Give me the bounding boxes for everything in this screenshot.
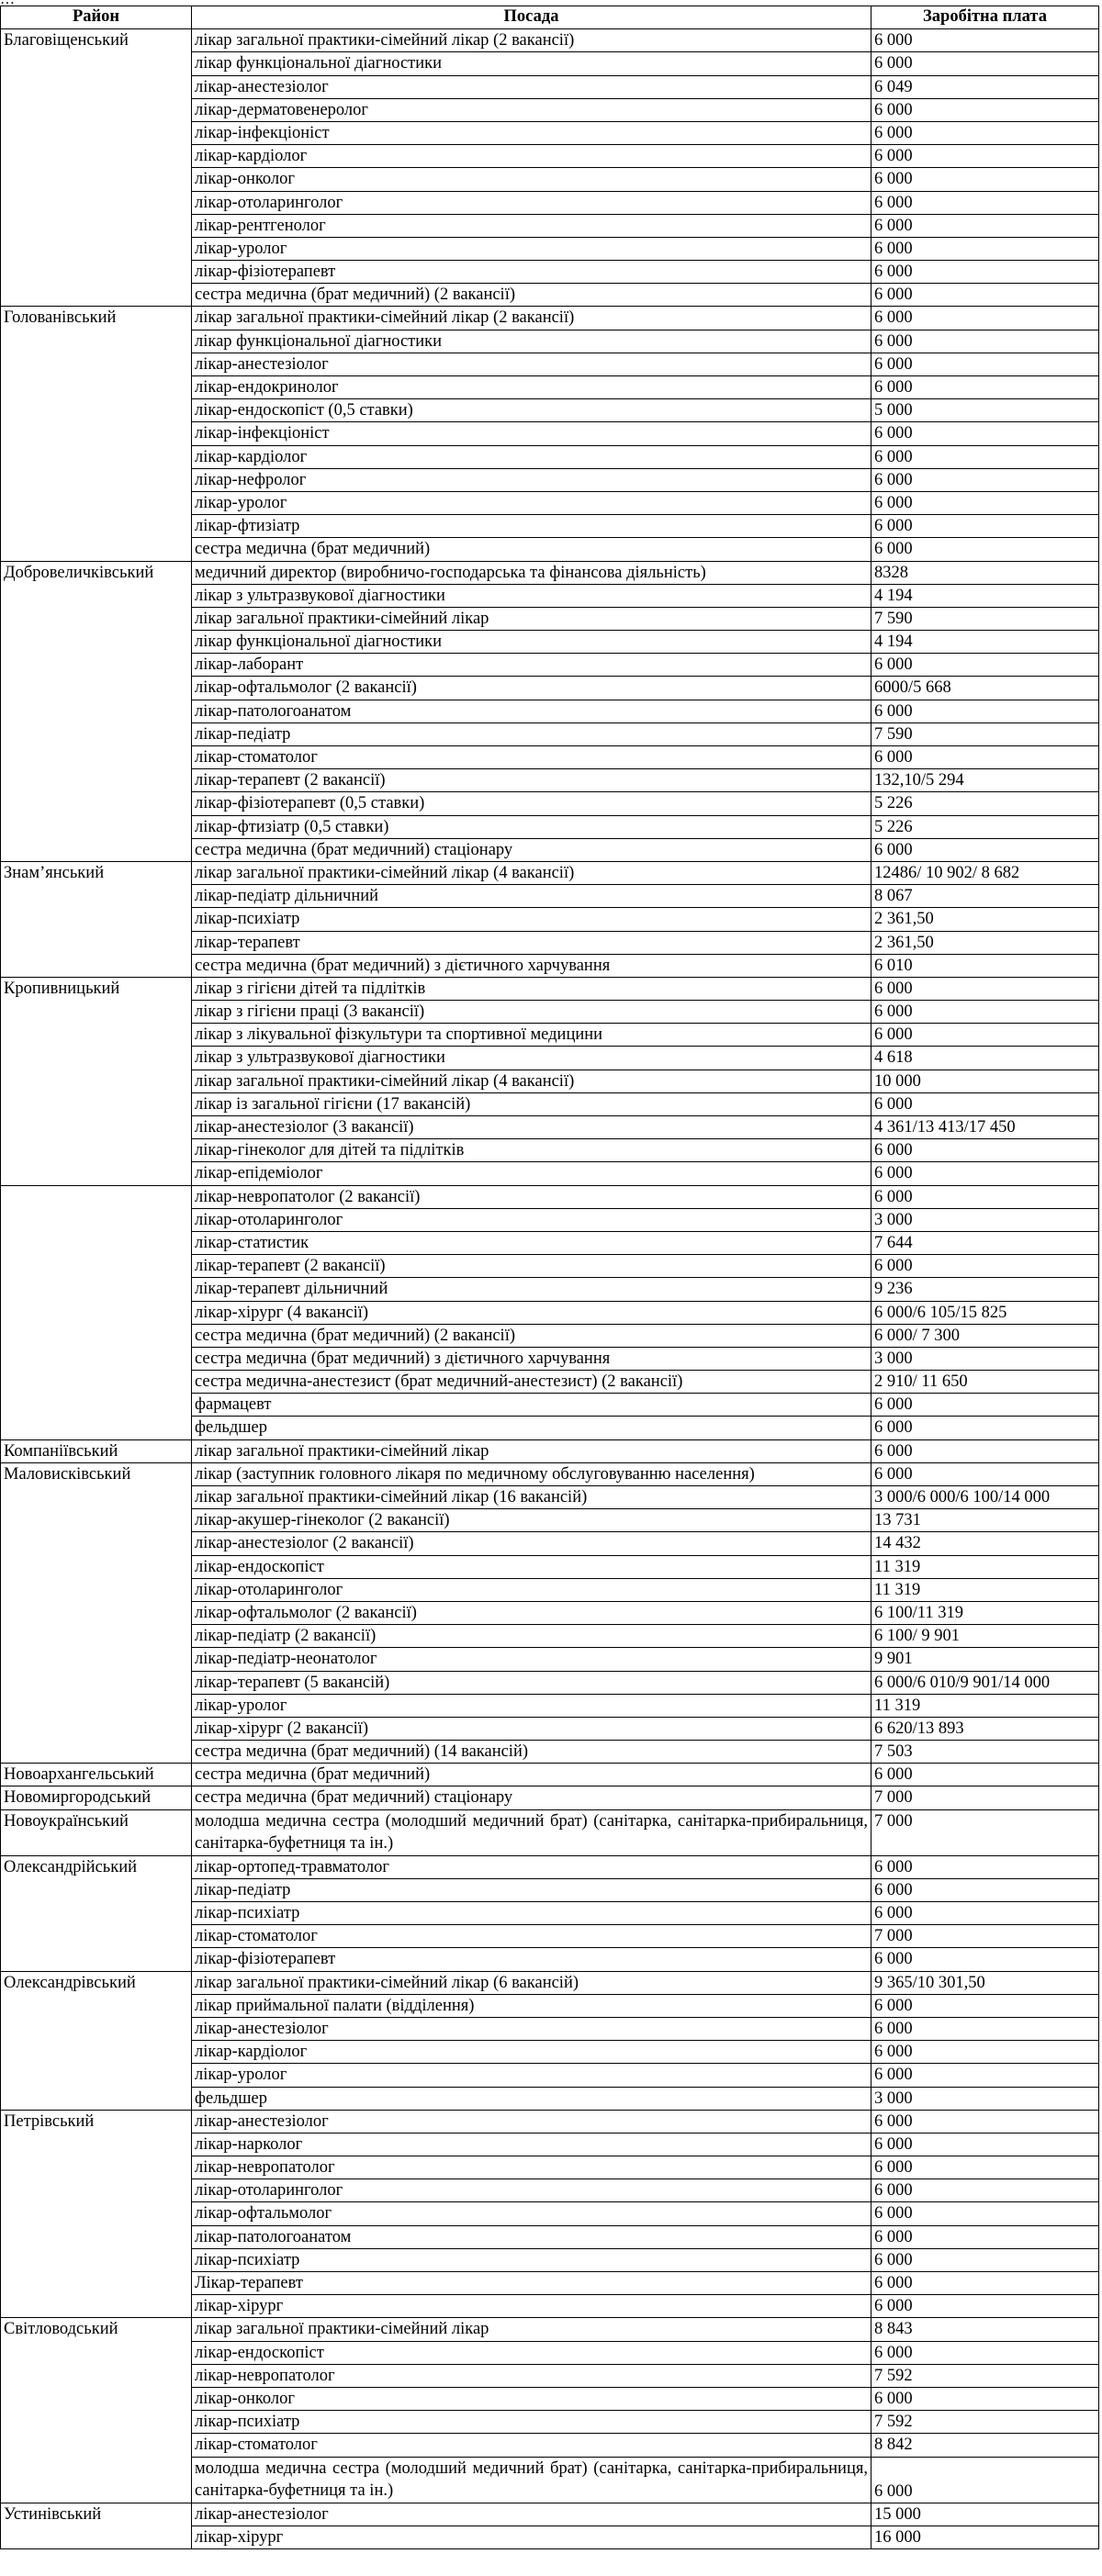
position-cell: лікар-стоматолог: [192, 746, 871, 769]
salary-cell: 8328: [871, 561, 1099, 584]
table-row: [1, 1185, 1099, 1208]
position-cell: лікар-ортопед-травматолог: [192, 1855, 871, 1878]
position-cell: лікар-нарколог: [192, 2133, 871, 2156]
salary-cell: 8 842: [871, 2434, 1099, 2457]
position-cell: лікар загальної практики-сімейний лікар (2 вакансії): [192, 307, 871, 330]
salary-cell: 6 000: [871, 376, 1099, 399]
salary-cell: 6 000: [871, 2295, 1099, 2318]
position-cell: сестра медична (брат медичний): [192, 1764, 871, 1786]
position-cell: лікар-онколог: [192, 2387, 871, 2410]
position-cell: лікар-терапевт (2 вакансії): [192, 1255, 871, 1278]
table-row: [1, 1439, 1099, 1462]
salary-cell: 14 432: [871, 1532, 1099, 1555]
salary-cell: 6 000: [871, 1417, 1099, 1439]
salary-cell: 7 590: [871, 607, 1099, 630]
salary-cell: 6 000: [871, 1878, 1099, 1901]
position-cell: лікар-гінеколог для дітей та підлітків: [192, 1139, 871, 1162]
table-row: [1, 861, 1099, 884]
position-cell: фельдшер: [192, 1417, 871, 1439]
position-cell: фармацевт: [192, 1394, 871, 1417]
position-cell: лікар-епідеміолог: [192, 1162, 871, 1185]
salary-cell: 15 000: [871, 2503, 1099, 2526]
position-cell: лікар-офтальмолог: [192, 2202, 871, 2225]
salary-cell: 6 000: [871, 1439, 1099, 1462]
position-cell: лікар загальної практики-сімейний лікар: [192, 2318, 871, 2341]
salary-cell: 6 000: [871, 2017, 1099, 2040]
header-salary: Заробітна плата: [871, 6, 1099, 29]
salary-cell: 7 000: [871, 1786, 1099, 1809]
position-cell: лікар-дерматовенеролог: [192, 98, 871, 121]
position-cell: лікар-лаборант: [192, 654, 871, 677]
salary-cell: 5 226: [871, 815, 1099, 838]
salary-cell: 6 000: [871, 445, 1099, 468]
salary-cell: 6 000/6 105/15 825: [871, 1301, 1099, 1324]
district-cell: Новоукраїнський: [1, 1809, 192, 1855]
salary-cell: 5 000: [871, 399, 1099, 422]
table-row: [1, 1764, 1099, 1786]
table-row: [1, 1462, 1099, 1485]
salary-cell: 6 000: [871, 2133, 1099, 2156]
table-row: [1, 29, 1099, 52]
salary-cell: 6 000: [871, 468, 1099, 491]
position-cell: лікар-анестезіолог: [192, 2110, 871, 2133]
salary-cell: 6 049: [871, 75, 1099, 98]
salary-cell: 6 000: [871, 1902, 1099, 1925]
header-district: Район: [1, 6, 192, 29]
salary-cell: 6 000: [871, 838, 1099, 861]
position-cell: лікар функціональної діагностики: [192, 330, 871, 353]
position-cell: лікар-психіатр: [192, 2411, 871, 2434]
salary-cell: 6 000: [871, 1948, 1099, 1971]
salary-cell: 6 010: [871, 954, 1099, 977]
position-cell: лікар (заступник головного лікаря по медичному обслуговуванню населення): [192, 1462, 871, 1485]
salary-cell: 2 361,50: [871, 931, 1099, 954]
position-cell: лікар-хірург: [192, 2295, 871, 2318]
table-row: [1, 977, 1099, 1000]
salary-cell: 11 319: [871, 1694, 1099, 1717]
salary-cell: 6 000: [871, 2457, 1099, 2503]
salary-cell: 6 000: [871, 145, 1099, 168]
position-cell: лікар-уролог: [192, 1694, 871, 1717]
salary-cell: 6 000: [871, 515, 1099, 538]
salary-cell: 7 000: [871, 1809, 1099, 1855]
position-cell: лікар-акушер-гінеколог (2 вакансії): [192, 1509, 871, 1532]
position-cell: лікар-хірург: [192, 2526, 871, 2548]
salary-cell: 6 000: [871, 1255, 1099, 1278]
position-cell: лікар-терапевт: [192, 931, 871, 954]
district-cell: Новомиргородський: [1, 1786, 192, 1809]
district-cell: Добровеличківський: [1, 561, 192, 861]
position-cell: лікар-патологоанатом: [192, 700, 871, 722]
district-cell: Знам’янський: [1, 861, 192, 977]
position-cell: лікар-психіатр: [192, 908, 871, 931]
salary-cell: 6 000: [871, 2202, 1099, 2225]
position-cell: лікар-педіатр: [192, 722, 871, 745]
position-cell: лікар-патологоанатом: [192, 2225, 871, 2248]
district-cell: Компаніївський: [1, 1439, 192, 1462]
position-cell: лікар-ендоскопіст (0,5 ставки): [192, 399, 871, 422]
position-cell: лікар-рентгенолог: [192, 214, 871, 237]
table-row: [1, 1809, 1099, 1855]
salary-cell: 13 731: [871, 1509, 1099, 1532]
district-cell: Маловисківський: [1, 1462, 192, 1763]
salary-cell: 6 000: [871, 2341, 1099, 2364]
position-cell: лікар-стоматолог: [192, 1925, 871, 1948]
position-cell: лікар-педіатр (2 вакансії): [192, 1625, 871, 1648]
salary-cell: 9 236: [871, 1278, 1099, 1301]
position-cell: лікар-кардіолог: [192, 445, 871, 468]
district-cell: [1, 1185, 192, 1439]
salary-cell: 6 000: [871, 977, 1099, 1000]
salary-cell: 6 000: [871, 2387, 1099, 2410]
position-cell: лікар-анестезіолог (3 вакансії): [192, 1116, 871, 1139]
position-cell: лікар із загальної гігієни (17 вакансій): [192, 1092, 871, 1115]
salary-cell: 9 365/10 301,50: [871, 1971, 1099, 1994]
salary-cell: 6 000: [871, 330, 1099, 353]
position-cell: лікар з ультразвукової діагностики: [192, 1047, 871, 1070]
position-cell: лікар-анестезіолог: [192, 75, 871, 98]
salary-cell: 7 592: [871, 2364, 1099, 2387]
position-cell: лікар-педіатр дільничний: [192, 885, 871, 908]
position-cell: лікар-невропатолог: [192, 2156, 871, 2179]
salary-cell: 11 319: [871, 1578, 1099, 1601]
district-cell: Кропивницький: [1, 977, 192, 1185]
salary-cell: 6 000: [871, 2225, 1099, 2248]
salary-cell: 7 590: [871, 722, 1099, 745]
position-cell: лікар загальної практики-сімейний лікар: [192, 607, 871, 630]
district-cell: Петрівський: [1, 2110, 192, 2318]
position-cell: медичний директор (виробничо-господарська та фінансова діяльність): [192, 561, 871, 584]
position-cell: лікар-ендокринолог: [192, 376, 871, 399]
position-cell: лікар-фтизіатр: [192, 515, 871, 538]
district-cell: Новоархангельський: [1, 1764, 192, 1786]
salary-cell: 6 000: [871, 52, 1099, 75]
salary-cell: 6 000: [871, 422, 1099, 445]
salary-cell: 6 000: [871, 1024, 1099, 1047]
salary-cell: 6 000: [871, 237, 1099, 260]
salary-cell: 3 000: [871, 1347, 1099, 1370]
salary-cell: 6 000: [871, 2248, 1099, 2271]
position-cell: лікар-фізіотерапевт: [192, 261, 871, 284]
position-cell: лікар-психіатр: [192, 2248, 871, 2271]
position-cell: лікар загальної практики-сімейний лікар: [192, 1439, 871, 1462]
position-cell: сестра медична (брат медичний) стаціонару: [192, 1786, 871, 1809]
header-position: Посада: [192, 6, 871, 29]
salary-cell: 6 000: [871, 1185, 1099, 1208]
position-cell: сестра медична-анестезист (брат медичний-анестезист) (2 вакансії): [192, 1371, 871, 1394]
position-cell: лікар-нефролог: [192, 468, 871, 491]
position-cell: лікар-уролог: [192, 2064, 871, 2087]
salary-cell: 6 000: [871, 746, 1099, 769]
position-cell: лікар з гігієни дітей та підлітків: [192, 977, 871, 1000]
position-cell: лікар-фізіотерапевт (0,5 ставки): [192, 792, 871, 815]
position-cell: лікар-кардіолог: [192, 145, 871, 168]
salary-cell: 5 226: [871, 792, 1099, 815]
position-cell: лікар-фізіотерапевт: [192, 1948, 871, 1971]
salary-cell: 6 000: [871, 2156, 1099, 2179]
salary-cell: 4 361/13 413/17 450: [871, 1116, 1099, 1139]
position-cell: фельдшер: [192, 2087, 871, 2110]
district-cell: Олександрівський: [1, 1971, 192, 2110]
district-cell: Світловодський: [1, 2318, 192, 2503]
table-row: [1, 1971, 1099, 1994]
salary-cell: 16 000: [871, 2526, 1099, 2548]
salary-cell: 6 000: [871, 168, 1099, 191]
salary-cell: 6 000: [871, 1994, 1099, 2017]
table-row: [1, 2503, 1099, 2526]
salary-cell: 6 000: [871, 1139, 1099, 1162]
position-cell: лікар загальної практики-сімейний лікар (2 вакансії): [192, 29, 871, 52]
position-cell: сестра медична (брат медичний) стаціонару: [192, 838, 871, 861]
position-cell: лікар-анестезіолог: [192, 2017, 871, 2040]
position-cell: лікар-хірург (2 вакансії): [192, 1717, 871, 1740]
vacancies-table: [0, 6, 1099, 2549]
salary-cell: 6 000: [871, 2179, 1099, 2202]
position-cell: лікар-кардіолог: [192, 2041, 871, 2064]
salary-cell: 6 000: [871, 2110, 1099, 2133]
position-cell: лікар-невропатолог (2 вакансії): [192, 1185, 871, 1208]
table-row: [1, 2110, 1099, 2133]
position-cell: лікар-отоларинголог: [192, 2179, 871, 2202]
position-cell: сестра медична (брат медичний) (2 вакансії): [192, 1324, 871, 1347]
position-cell: лікар-анестезіолог: [192, 353, 871, 375]
salary-cell: 8 843: [871, 2318, 1099, 2341]
salary-cell: 6 000: [871, 1162, 1099, 1185]
salary-cell: 6 000: [871, 654, 1099, 677]
salary-cell: 6 000: [871, 98, 1099, 121]
position-cell: лікар загальної практики-сімейний лікар (4 вакансії): [192, 861, 871, 884]
position-cell: лікар-фтизіатр (0,5 ставки): [192, 815, 871, 838]
salary-cell: 6 000: [871, 2041, 1099, 2064]
salary-cell: 6 000: [871, 1394, 1099, 1417]
salary-cell: 2 361,50: [871, 908, 1099, 931]
salary-cell: 6 000: [871, 1092, 1099, 1115]
position-cell: лікар функціональної діагностики: [192, 52, 871, 75]
position-cell: лікар-ендоскопіст: [192, 1555, 871, 1578]
salary-cell: 2 910/ 11 650: [871, 1371, 1099, 1394]
salary-cell: 7 000: [871, 1925, 1099, 1948]
salary-cell: 3 000: [871, 1208, 1099, 1231]
salary-cell: 9 901: [871, 1648, 1099, 1671]
salary-cell: 7 503: [871, 1741, 1099, 1764]
position-cell: лікар-анестезіолог: [192, 2503, 871, 2526]
salary-cell: 6 620/13 893: [871, 1717, 1099, 1740]
salary-cell: 6000/5 668: [871, 677, 1099, 700]
position-cell: лікар-уролог: [192, 491, 871, 514]
salary-cell: 3 000/6 000/6 100/14 000: [871, 1486, 1099, 1509]
position-cell: лікар-педіатр: [192, 1878, 871, 1901]
salary-cell: 10 000: [871, 1070, 1099, 1092]
position-cell: лікар-інфекціоніст: [192, 422, 871, 445]
position-cell: лікар-офтальмолог (2 вакансії): [192, 1601, 871, 1624]
salary-cell: 6 000: [871, 1855, 1099, 1878]
position-cell: лікар-терапевт (5 вакансій): [192, 1671, 871, 1694]
salary-cell: 6 000: [871, 1764, 1099, 1786]
position-cell: лікар-онколог: [192, 168, 871, 191]
district-cell: Благовіщенський: [1, 29, 192, 307]
table-row: [1, 307, 1099, 330]
salary-cell: 6 000/ 7 300: [871, 1324, 1099, 1347]
salary-cell: 6 000: [871, 2064, 1099, 2087]
salary-cell: 6 000: [871, 121, 1099, 144]
salary-cell: 6 000: [871, 700, 1099, 722]
salary-cell: 6 000: [871, 191, 1099, 214]
salary-cell: 4 194: [871, 584, 1099, 607]
salary-cell: 6 000: [871, 1462, 1099, 1485]
table-row: [1, 1855, 1099, 1878]
salary-cell: 6 000: [871, 1001, 1099, 1024]
position-cell: лікар-ендоскопіст: [192, 2341, 871, 2364]
position-cell: молодша медична сестра (молодший медичний брат) (санітарка, санітарка-прибиральниця, санітарка-буфетниця та ін.): [192, 1809, 871, 1855]
position-cell: лікар-терапевт (2 вакансії): [192, 769, 871, 792]
position-cell: сестра медична (брат медичний) з дієтичного харчування: [192, 954, 871, 977]
position-cell: лікар-хірург (4 вакансії): [192, 1301, 871, 1324]
salary-cell: 8 067: [871, 885, 1099, 908]
position-cell: лікар-отоларинголог: [192, 1578, 871, 1601]
position-cell: лікар з ультразвукової діагностики: [192, 584, 871, 607]
table-row: [1, 561, 1099, 584]
position-cell: лікар з гігієни праці (3 вакансії): [192, 1001, 871, 1024]
position-cell: лікар-отоларинголог: [192, 191, 871, 214]
position-cell: лікар функціональної діагностики: [192, 631, 871, 654]
salary-cell: 132,10/5 294: [871, 769, 1099, 792]
salary-cell: 7 592: [871, 2411, 1099, 2434]
position-cell: лікар загальної практики-сімейний лікар (4 вакансії): [192, 1070, 871, 1092]
position-cell: лікар-анестезіолог (2 вакансії): [192, 1532, 871, 1555]
position-cell: лікар-інфекціоніст: [192, 121, 871, 144]
position-cell: лікар з лікувальної фізкультури та спортивної медицини: [192, 1024, 871, 1047]
salary-cell: 6 000: [871, 214, 1099, 237]
position-cell: лікар-психіатр: [192, 1902, 871, 1925]
position-cell: лікар-педіатр-неонатолог: [192, 1648, 871, 1671]
salary-cell: 11 319: [871, 1555, 1099, 1578]
salary-cell: 6 000: [871, 2272, 1099, 2295]
salary-cell: 6 000: [871, 491, 1099, 514]
salary-cell: 6 000: [871, 29, 1099, 52]
salary-cell: 6 100/ 9 901: [871, 1625, 1099, 1648]
position-cell: лікар-уролог: [192, 237, 871, 260]
position-cell: лікар-офтальмолог (2 вакансії): [192, 677, 871, 700]
table-row: [1, 1786, 1099, 1809]
district-cell: Олександрійський: [1, 1855, 192, 1971]
position-cell: лікар приймальної палати (відділення): [192, 1994, 871, 2017]
table-header-row: [1, 6, 1099, 29]
salary-cell: 6 000: [871, 353, 1099, 375]
position-cell: лікар-отоларинголог: [192, 1208, 871, 1231]
salary-cell: 6 100/11 319: [871, 1601, 1099, 1624]
position-cell: лікар-стоматолог: [192, 2434, 871, 2457]
district-cell: Голованівський: [1, 307, 192, 561]
table-body: [1, 29, 1099, 2549]
position-cell: лікар загальної практики-сімейний лікар (16 вакансій): [192, 1486, 871, 1509]
position-cell: молодша медична сестра (молодший медичний брат) (санітарка, санітарка-прибиральниця, санітарка-буфетниця та ін.): [192, 2457, 871, 2503]
salary-cell: 6 000: [871, 538, 1099, 561]
salary-cell: 6 000: [871, 261, 1099, 284]
position-cell: сестра медична (брат медичний): [192, 538, 871, 561]
position-cell: лікар загальної практики-сімейний лікар (6 вакансій): [192, 1971, 871, 1994]
salary-cell: 6 000: [871, 284, 1099, 307]
salary-cell: 6 000/6 010/9 901/14 000: [871, 1671, 1099, 1694]
district-cell: Устинівський: [1, 2503, 192, 2548]
table-row: [1, 2318, 1099, 2341]
salary-cell: 7 644: [871, 1231, 1099, 1254]
position-cell: лікар-терапевт дільничний: [192, 1278, 871, 1301]
position-cell: сестра медична (брат медичний) (14 вакансій): [192, 1741, 871, 1764]
salary-cell: 4 194: [871, 631, 1099, 654]
salary-cell: 12486/ 10 902/ 8 682: [871, 861, 1099, 884]
position-cell: лікар-статистик: [192, 1231, 871, 1254]
salary-cell: 6 000: [871, 307, 1099, 330]
salary-cell: 3 000: [871, 2087, 1099, 2110]
salary-cell: 4 618: [871, 1047, 1099, 1070]
position-cell: лікар-невропатолог: [192, 2364, 871, 2387]
position-cell: Лікар-терапевт: [192, 2272, 871, 2295]
position-cell: сестра медична (брат медичний) (2 вакансії): [192, 284, 871, 307]
position-cell: сестра медична (брат медичний) з дієтичного харчування: [192, 1347, 871, 1370]
